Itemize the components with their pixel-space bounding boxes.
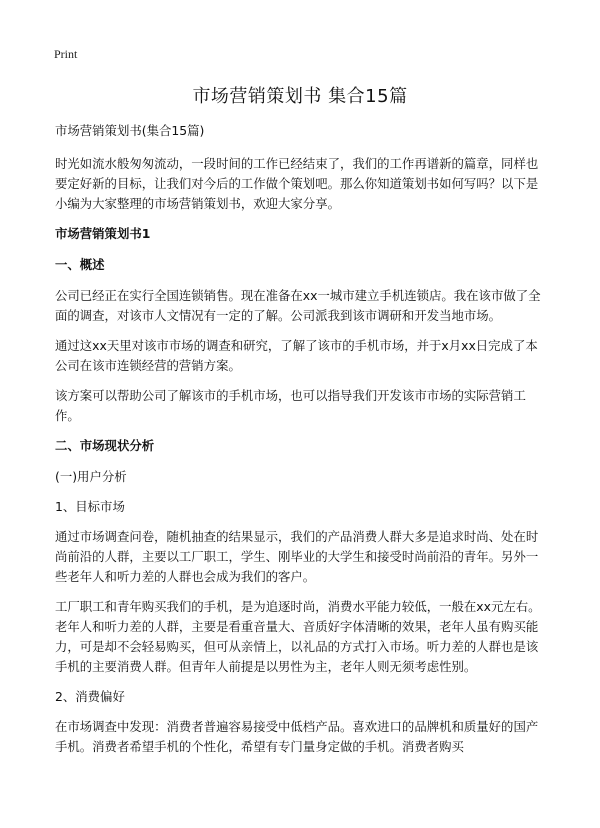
body-paragraph: (一)用户分析 — [55, 469, 127, 484]
body-paragraph: 2、消费偏好 — [55, 689, 125, 704]
section-heading: 市场营销策划书1 — [55, 226, 151, 241]
body-paragraph: 公司已经正在实行全国连锁销售。现在准备在xx一城市建立手机连锁店。我在该市做了全面的调查，对该市人文情况有一定的了解。公司派我到该市调研和开发当地市场。 — [55, 288, 541, 323]
subtitle-paragraph: 市场营销策划书(集合15篇) — [55, 123, 205, 138]
intro-paragraph: 时光如流水般匆匆流动，一段时间的工作已经结束了，我们的工作再谱新的篇章，同样也要定好新的目标，让我们对今后的工作做个策划吧。那么你知道策划书如何写吗？以下是小编为大家整理的市场营销策划书，欢迎大家分享。 — [55, 156, 539, 211]
body-paragraph: 该方案可以帮助公司了解该市的手机市场，也可以指导我们开发该市市场的实际营销工作。 — [55, 388, 526, 423]
body-paragraph: 工厂职工和青年购买我们的手机，是为追逐时尚，消费水平能力较低，一般在xx元左右。老年人和听力差的人群，主要是看重音量大、音质好字体清晰的效果，老年人虽有购买能力，可是却不会轻易购买，但可从亲情上，以礼品的方式打入市场。听力差的人群也是该手机的主要消费人群。但青年人前提是以男性为主，老年人则无须考虑性别。 — [55, 599, 541, 674]
body-paragraph: 在市场调查中发现：消费者普遍容易接受中低档产品。喜欢进口的品牌机和质量好的国产手机。消费者希望手机的个性化，希望有专门量身定做的手机。消费者购买 — [55, 719, 539, 754]
document-title: 市场营销策划书 集合15篇 — [192, 86, 408, 107]
body-paragraph: 通过这xx天里对该市市场的调查和研究，了解了该市的手机市场，并于x月xx日完成了本公司在该市连锁经营的营销方案。 — [55, 338, 538, 373]
section-heading: 一、概述 — [55, 257, 105, 272]
body-paragraph: 1、目标市场 — [55, 499, 125, 514]
section-heading: 二、市场现状分析 — [55, 438, 155, 453]
document-body — [55, 121, 550, 767]
print-label: Print — [54, 47, 78, 61]
body-paragraph: 通过市场调查问卷，随机抽查的结果显示，我们的产品消费人群大多是追求时尚、处在时尚前沿的人群，主要以工厂职工，学生、刚毕业的大学生和接受时尚前沿的青年。另外一些老年人和听力差的人群也会成为我们的客户。 — [55, 529, 539, 584]
